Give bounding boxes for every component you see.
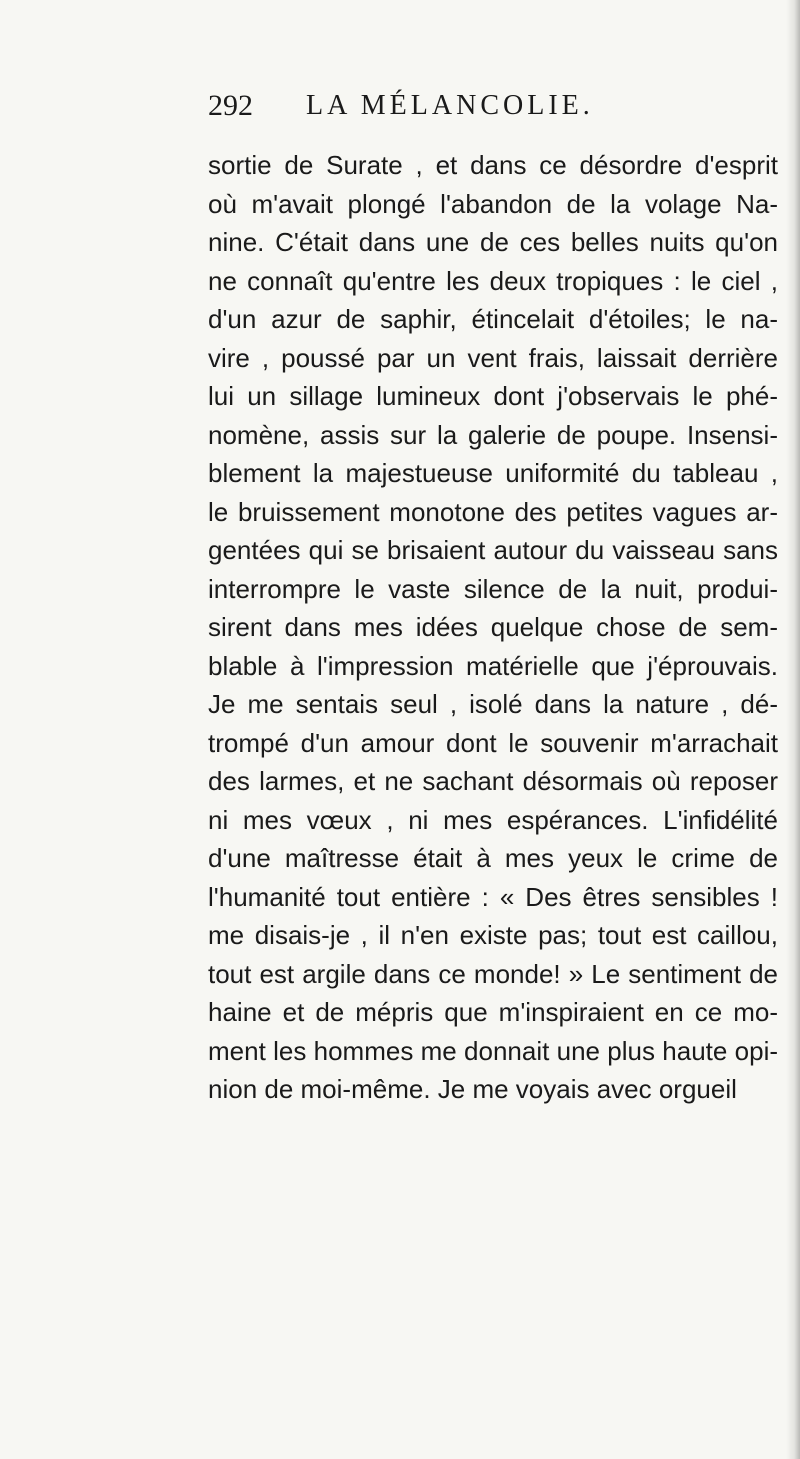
text-line: où m'avait plongé l'abandon de la volage Na- <box>208 188 778 219</box>
text-line: nomène, assis sur la galerie de poupe. Insensi- <box>208 419 778 450</box>
text-line: ni mes vœux , ni mes espérances. L'infidélité <box>208 804 778 835</box>
text-line: le bruissement monotone des petites vagues ar- <box>208 496 778 527</box>
text-line: Je me sentais seul , isolé dans la nature , dé- <box>208 689 778 719</box>
text-line: lui un sillage lumineux dont j'observais le phé- <box>208 381 778 411</box>
text-line: sirent dans mes idées quelque chose de sem- <box>208 612 778 642</box>
page-header <box>208 86 628 126</box>
text-line: des larmes, et ne sachant désormais où reposer <box>208 766 778 796</box>
text-line: blable à l'impression matérielle que j'éprouvais. <box>208 650 778 681</box>
text-line: blement la majestueuse uniformité du tableau , <box>208 458 778 488</box>
text-line: me disais-je , il n'en existe pas; tout est caillou, <box>208 920 778 950</box>
text-line: haine et de mépris que m'inspiraient en ce mo- <box>208 997 778 1027</box>
page-number: 292 <box>208 89 253 122</box>
page-edge-shadow <box>786 0 800 1459</box>
text-line: vire , poussé par un vent frais, laissait derrière <box>208 342 778 373</box>
text-line: tout est argile dans ce monde! » Le sentiment de <box>208 958 778 989</box>
text-line: trompé d'un amour dont le souvenir m'arrachait <box>208 727 778 758</box>
running-head: LA MÉLANCOLIE. <box>306 90 594 121</box>
text-line: interrompre le vaste silence de la nuit, produi- <box>208 573 778 604</box>
text-line: nine. C'était dans une de ces belles nuits qu'on <box>208 227 778 257</box>
text-line: nion de moi-même. Je me voyais avec orgueil <box>208 1074 737 1104</box>
body-text <box>208 146 778 1109</box>
text-line: l'humanité tout entière : « Des êtres sensibles ! <box>208 881 778 912</box>
text-line: ment les hommes me donnait une plus haute opi- <box>208 1035 778 1066</box>
text-line: sortie de Surate , et dans ce désordre d'esprit <box>208 150 778 180</box>
text-line: d'une maîtresse était à mes yeux le crime de <box>208 843 778 873</box>
text-line: gentées qui se brisaient autour du vaisseau sans <box>208 535 778 565</box>
text-line: d'un azur de saphir, étincelait d'étoiles; le na- <box>208 304 778 334</box>
text-line: ne connaît qu'entre les deux tropiques : le ciel , <box>208 265 778 296</box>
